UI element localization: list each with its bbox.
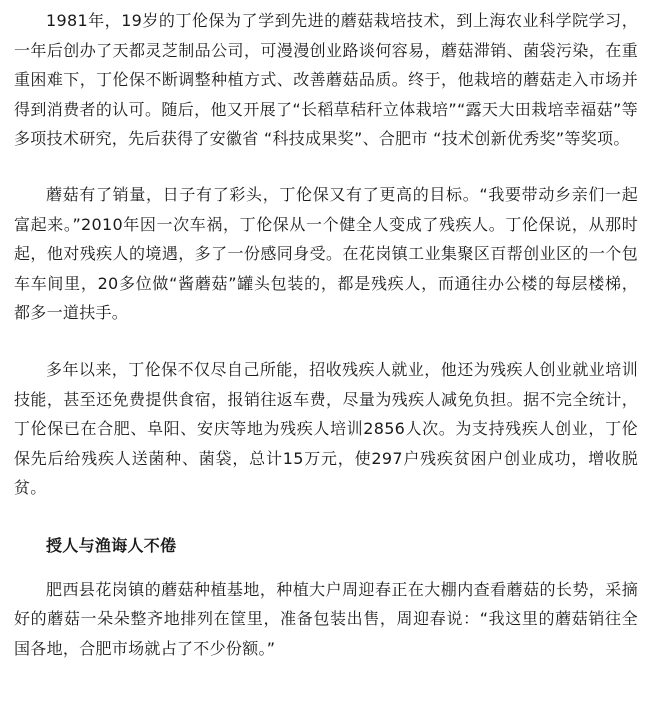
paragraph-1: 1981年，19岁的丁伦保为了学到先进的蘑菇栽培技术，到上海农业科学院学习，一年后创办了天都灵芝制品公司，可漫漫创业路谈何容易，蘑菇滞销、菌袋污染，在重重困难下，丁伦保不断调整种植方式、改善蘑菇品质。终于，他栽培的蘑菇走入市场并得到消费者的认可。随后，他又开展了“长稻草秸秆立体栽培”“露天大田栽培幸福菇”等多项技术研究，先后获得了安徽省 “科技成果奖”、合肥市 “技术创新优秀奖”等奖项。 (14, 11, 638, 149)
section-subheading: 授人与渔诲人不倦 (46, 535, 177, 555)
paragraph-4: 肥西县花岗镇的蘑菇种植基地，种植大户周迎春正在大棚内查看蘑菇的长势，采摘好的蘑菇一朵朵整齐地排列在筐里，准备包装出售，周迎春说：“我这里的蘑菇销往全国各地，合肥市场就占了不少份额。” (14, 579, 638, 658)
paragraph-3: 多年以来，丁伦保不仅尽自己所能，招收残疾人就业，他还为残疾人创业就业培训技能，甚至还免费提供食宿，报销往返车费，尽量为残疾人减免负担。据不完全统计，丁伦保已在合肥、阜阳、安庆等地为残疾人培训2856人次。为支持残疾人创业，丁伦保先后给残疾人送菌种、菌袋，总计15万元，使297户残疾贫困户创业成功，增收脱贫。 (14, 359, 638, 498)
article-body (14, 6, 638, 663)
paragraph-2: 蘑菇有了销量，日子有了彩头，丁伦保又有了更高的目标。“我要带动乡亲们一起富起来。”2010年因一次车祸，丁伦保从一个健全人变成了残疾人。丁伦保说，从那时起，他对残疾人的境遇，多了一份感同身受。在花岗镇工业集聚区百帮创业区的一个包车车间里，20多位做“酱蘑菇”罐头包装的，都是残疾人，而通往办公楼的每层楼梯，都多一道扶手。 (14, 184, 638, 323)
